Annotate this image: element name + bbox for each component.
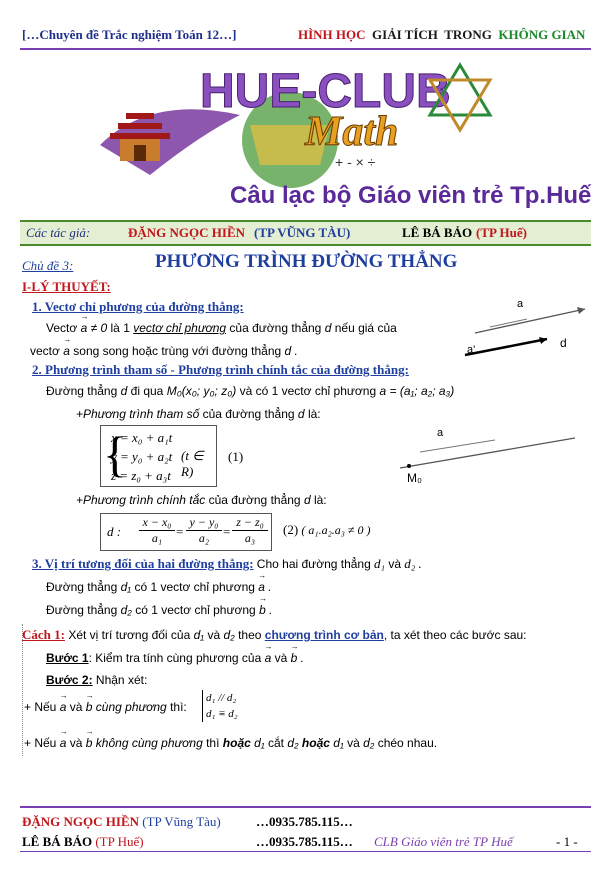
- t: có 1 vectơ chỉ phương: [134, 580, 255, 594]
- t: là:: [313, 493, 327, 507]
- t: Nhận xét:: [95, 673, 148, 687]
- t: → a .: [258, 580, 271, 594]
- t: và: [69, 736, 83, 750]
- t: có 1 vectơ chỉ phương: [135, 603, 256, 617]
- cach1-result2: [24, 736, 437, 750]
- cach1-label: Cách 1:: [22, 627, 65, 642]
- logo-math-text: Math: [305, 109, 399, 155]
- author-2-city: (TP Huế): [476, 225, 527, 240]
- cach1-step2: [46, 673, 147, 687]
- footer-bottom-divider: [20, 851, 591, 852]
- frac3-den: a₃: [232, 530, 268, 546]
- logo-club-text: HUE-CLUB: [200, 65, 451, 118]
- t: d₂: [363, 736, 375, 750]
- item1-line1: [46, 321, 397, 335]
- param-equation-box: [100, 425, 217, 487]
- figure-line-m0: [395, 420, 585, 490]
- item1-line2: [30, 344, 298, 358]
- figure-direction-vector: [455, 295, 595, 365]
- case-coincident: d₁ ≡ d₂: [206, 708, 238, 720]
- t: M₀(x₀; y₀; z₀): [166, 384, 237, 398]
- logo-symbols: + - × ÷: [335, 154, 376, 170]
- t: d₂: [223, 628, 235, 642]
- fig1-label-a: a: [517, 298, 524, 310]
- param-eqs: [111, 428, 172, 485]
- fig1-label-d: d: [560, 336, 567, 350]
- footer-divider: [20, 806, 591, 808]
- t: (TP Vũng Tàu): [142, 814, 221, 829]
- item3-l2: [46, 603, 272, 617]
- cach1-step1: [46, 651, 304, 665]
- fig2-label-a: a: [437, 427, 444, 439]
- t: là 1: [110, 321, 130, 335]
- topic-label: Chủ đề 3:: [22, 258, 74, 273]
- frac2-den: a₂: [186, 530, 222, 546]
- t: a = (a₁; a₂; a₃): [379, 384, 455, 398]
- t: +Phương trình tham số: [76, 407, 200, 421]
- t: → b: [86, 700, 93, 714]
- t: d: [303, 493, 311, 507]
- frac2-num: y − y₀: [189, 515, 219, 529]
- eq-number-2: (2): [283, 522, 299, 537]
- header-left: […Chuyên đề Trắc nghiệm Toán 12…]: [22, 27, 237, 42]
- t: và có 1 vectơ chỉ phương: [239, 384, 377, 398]
- t: d .: [284, 344, 298, 358]
- item3-l1: [46, 580, 272, 594]
- t: → b .: [259, 603, 272, 617]
- logo-slogan: Câu lạc bộ Giáo viên trẻ Tp.Huế: [230, 182, 592, 209]
- t: → a: [60, 700, 67, 714]
- t: +Phương trình chính tắc: [76, 493, 206, 507]
- t: d: [297, 407, 305, 421]
- frac1-num: x − x₀: [142, 515, 172, 529]
- item2-heading: 2. Phương trình tham số - Phương trình chính tắc của đường thẳng:: [32, 362, 409, 377]
- t: và: [207, 628, 221, 642]
- t: của đường thẳng: [208, 493, 301, 507]
- author-2-name: LÊ BÁ BẢO: [402, 225, 473, 240]
- t: Vectơ: [46, 321, 78, 335]
- t: + Nếu: [24, 736, 57, 750]
- frac3-num: z − z₀: [236, 515, 264, 529]
- eq-x: x = x₀ + a₁t: [111, 430, 173, 445]
- t: d₁: [193, 628, 205, 642]
- t: → a: [265, 651, 272, 665]
- t: d₂: [287, 736, 299, 750]
- t: d: [120, 384, 128, 398]
- t: và: [388, 557, 401, 571]
- page-title: PHƯƠNG TRÌNH ĐƯỜNG THẲNG: [155, 251, 458, 272]
- author-1-name: ĐẶNG NGỌC HIỀN: [128, 225, 246, 240]
- header-khong-gian: KHÔNG GIAN: [498, 27, 586, 42]
- t: cùng phương: [95, 700, 167, 714]
- t: d₁: [254, 736, 265, 750]
- header-right: [298, 27, 585, 43]
- t: → a: [63, 344, 70, 358]
- t: và: [69, 700, 83, 714]
- t: → b .: [291, 651, 304, 665]
- t: và: [347, 736, 360, 750]
- t: Xét vị trí tương đối của: [68, 628, 191, 642]
- t: và: [274, 651, 288, 665]
- t: d: [324, 321, 332, 335]
- t: d₂ .: [404, 556, 422, 571]
- t: của đường thẳng: [229, 321, 322, 335]
- t: song song hoặc trùng với đường thẳng: [73, 344, 282, 358]
- fig2-label-m0: M₀: [407, 471, 422, 485]
- item3-heading: 3. Vị trí tương đối của hai đường thẳng:: [32, 556, 254, 571]
- t: chéo nhau.: [377, 736, 438, 750]
- footer-phone-2: …0935.785.115…: [256, 834, 353, 849]
- footer-author-1: [22, 814, 221, 830]
- fig2-vector: [420, 440, 495, 452]
- canon-d: d :: [107, 524, 122, 539]
- frac-2: [186, 515, 222, 546]
- line-d: [475, 309, 585, 333]
- author-1-city: (TP VŨNG TÀU): [254, 225, 351, 240]
- t: vectơ chỉ phương: [133, 321, 227, 335]
- t: → a ≠ 0: [81, 321, 108, 335]
- section-theory: I-LÝ THUYẾT:: [22, 279, 111, 294]
- frac1-den: a₁: [139, 530, 175, 546]
- t: nếu giá của: [334, 321, 397, 335]
- t: ĐẶNG NGỌC HIỀN: [22, 814, 140, 829]
- param-cond: (t ∈ R): [181, 448, 204, 479]
- canon-label: [76, 493, 327, 507]
- cach1-line: [22, 627, 527, 643]
- t: LÊ BÁ BẢO: [22, 834, 93, 849]
- canon-tail: [283, 522, 371, 538]
- t: Cho hai đường thẳng: [256, 557, 371, 571]
- footer-club: CLB Giáo viên trẻ TP Huế: [374, 834, 513, 849]
- t: (TP Huế): [95, 834, 144, 849]
- t: Bước 2:: [46, 673, 93, 687]
- frac-3: [232, 515, 268, 546]
- t: d₂: [120, 603, 132, 617]
- item1-heading: 1. Vectơ chỉ phương của đường thẳng:: [32, 299, 244, 314]
- cach1-result1: [24, 700, 187, 714]
- t: không cùng phương: [95, 736, 203, 750]
- eq-z: z = z₀ + a₃t: [111, 468, 171, 483]
- authors-bar: [20, 220, 591, 246]
- t: Đường thẳng: [46, 384, 118, 398]
- eq-number-1: (1): [228, 449, 244, 464]
- item3-line: [32, 556, 422, 572]
- t: đi qua: [130, 384, 164, 398]
- t: → b: [86, 736, 93, 750]
- canonical-equation-box: d : $\frac{\text{x − x₀}}{\text{a₁}}$ = $\frac{\text{y − y₀}}{\text{a₂}}$ = $\frac{\text{z − z₀}}{\text{a₃}}$: [100, 513, 272, 551]
- t: Đường thẳng: [46, 580, 118, 594]
- item2-line1: [46, 384, 454, 398]
- t: : Kiểm tra tính cùng phương của: [88, 651, 262, 665]
- t: chương trình cơ bản: [264, 628, 384, 642]
- header-hinh-hoc: HÌNH HỌC: [298, 27, 366, 42]
- brace: {: [103, 426, 127, 482]
- header-divider: [20, 48, 591, 50]
- t: d₁: [333, 736, 344, 750]
- header-trong: TRONG: [444, 27, 492, 42]
- header-giai-tich: GIẢI TÍCH: [372, 27, 438, 42]
- t: theo: [238, 628, 262, 642]
- footer-author-2: [22, 834, 144, 850]
- authors-label: Các tác giả:: [26, 225, 91, 240]
- eq-y: y = y₀ + a₂t: [111, 449, 173, 464]
- t: cắt: [267, 736, 284, 750]
- t: thì:: [170, 700, 187, 714]
- t: Bước 1: [46, 651, 89, 665]
- t: của đường thẳng: [202, 407, 295, 421]
- param-label: [76, 407, 321, 421]
- t: là:: [307, 407, 321, 421]
- line-through-m0: [400, 438, 575, 468]
- case-parallel: d₁ // d₂: [206, 692, 237, 704]
- t: hoặc: [222, 736, 251, 750]
- result1-cases: [202, 690, 238, 722]
- t: → a: [60, 736, 67, 750]
- t: hoặc: [301, 736, 330, 750]
- page-number: - 1 -: [556, 834, 578, 849]
- t: d₁: [374, 556, 386, 571]
- frac-1: [139, 515, 175, 546]
- point-m0: [407, 464, 411, 468]
- canon-cond: ( a₁.a₂.a₃ ≠ 0 ): [301, 523, 371, 537]
- club-logo: [90, 55, 592, 215]
- t: vectơ: [30, 344, 60, 358]
- footer-phone-1: …0935.785.115…: [256, 814, 353, 829]
- t: + Nếu: [24, 700, 57, 714]
- vector-a-prime: [465, 339, 547, 355]
- t: thì: [206, 736, 220, 750]
- logo-art: [90, 55, 592, 215]
- t: Đường thẳng: [46, 603, 118, 617]
- t: d₁: [120, 580, 132, 594]
- fig1-label-a-prime: a': [467, 344, 476, 356]
- t: , ta xét theo các bước sau:: [383, 628, 527, 642]
